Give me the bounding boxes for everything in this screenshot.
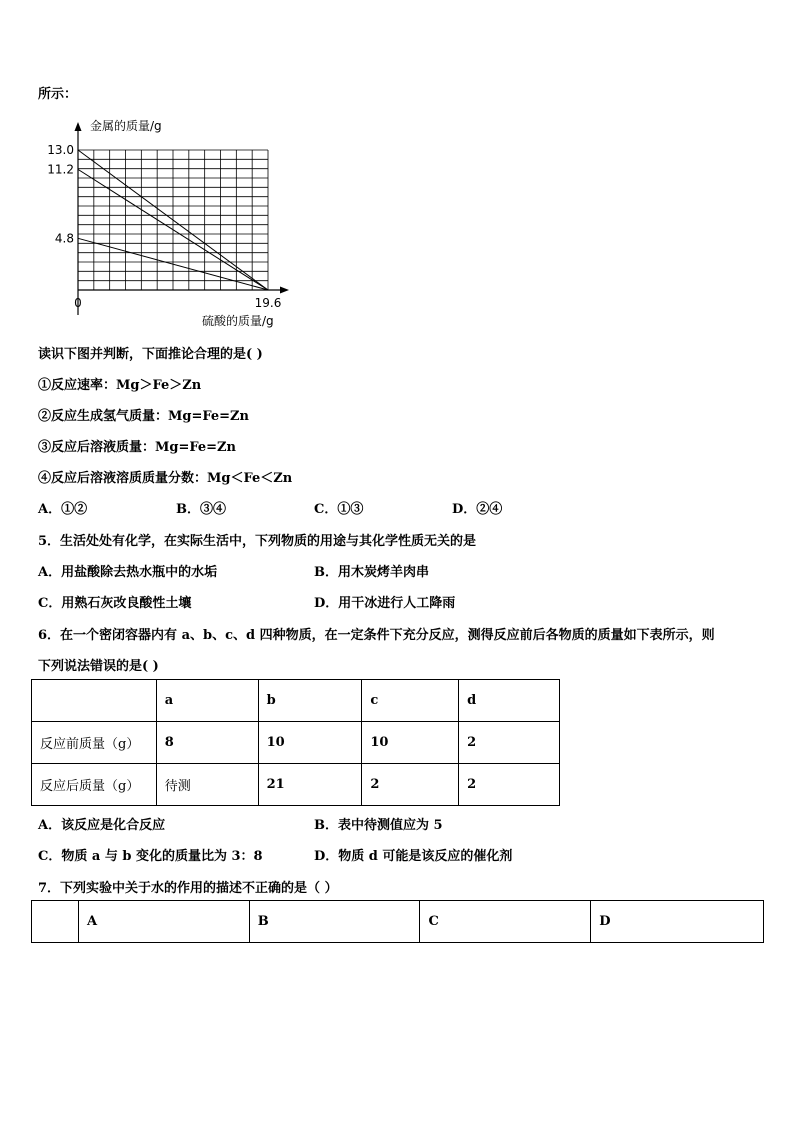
q6-stem-line2: 下列说法错误的是( ) (38, 659, 159, 674)
table-cell: 待测 (156, 764, 258, 806)
header-text: 所示： (38, 87, 78, 102)
q7-options-table (31, 900, 764, 943)
table-cell: 反应后质量（g） (32, 764, 157, 806)
y-axis-arrow (75, 122, 82, 131)
table-cell: 21 (258, 764, 362, 806)
table-cell: 2 (459, 764, 560, 806)
q5-option-c[interactable]: C．用熟石灰改良酸性土壤 (38, 596, 192, 611)
table-header-cell: b (258, 680, 362, 722)
table-row (32, 722, 560, 764)
table-cell: 10 (362, 722, 459, 764)
q4-statement-4: ④反应后溶液溶质质量分数：Mg＜Fe＜Zn (38, 471, 293, 486)
q6-mass-table (31, 679, 560, 806)
q4-option-b[interactable]: B．③④ (176, 502, 226, 517)
table-header-cell (32, 901, 79, 943)
y-tick-label: 4.8 (54, 231, 74, 246)
table-cell: 2 (459, 722, 560, 764)
x-axis-label: 硫酸的质量/g (202, 314, 274, 328)
y-tick-labels (47, 143, 74, 245)
q4-option-d[interactable]: D．②④ (452, 502, 503, 517)
table-header-cell[interactable]: C (420, 901, 591, 943)
table-header-cell[interactable]: B (249, 901, 420, 943)
y-tick-label: 13.0 (47, 143, 74, 157)
table-header-cell: d (459, 680, 560, 722)
metal-mass-chart (40, 116, 300, 336)
q6-option-a[interactable]: A．该反应是化合反应 (38, 818, 166, 833)
q4-statement-3: ③反应后溶液质量：Mg=Fe=Zn (38, 440, 236, 455)
q6-option-c[interactable]: C．物质 a 与 b 变化的质量比为 3：8 (38, 849, 263, 864)
q6-option-d[interactable]: D．物质 d 可能是该反应的催化剂 (314, 849, 513, 864)
q5-option-a[interactable]: A．用盐酸除去热水瓶中的水垢 (38, 565, 218, 580)
x-axis-arrow (280, 287, 289, 294)
x-tick-label: 19.6 (254, 296, 282, 310)
table-header-cell: c (362, 680, 459, 722)
table-cell: 2 (362, 764, 459, 806)
table-header-row (32, 901, 764, 943)
table-cell: 反应前质量（g） (32, 722, 157, 764)
table-cell: 10 (258, 722, 362, 764)
q5-option-d[interactable]: D．用干冰进行人工降雨 (314, 596, 456, 611)
table-header-cell[interactable]: A (78, 901, 249, 943)
q5-option-b[interactable]: B．用木炭烤羊肉串 (314, 565, 429, 580)
table-row (32, 764, 560, 806)
table-header-cell[interactable]: D (591, 901, 764, 943)
q6-option-b[interactable]: B．表中待测值应为 5 (314, 818, 443, 833)
y-axis-label: 金属的质量/g (90, 119, 162, 133)
y-tick-label: 11.2 (47, 162, 74, 177)
table-cell: 8 (156, 722, 258, 764)
table-header-cell (32, 680, 157, 722)
table-header-cell: a (156, 680, 258, 722)
q6-stem-line1: 6．在一个密闭容器内有 a、b、c、d 四种物质，在一定条件下充分反应，测得反应前后各物质的质量如下表所示，则 (38, 628, 715, 643)
table-header-row (32, 680, 560, 722)
x-tick-label: 0 (74, 296, 82, 310)
q4-option-a[interactable]: A．①② (38, 502, 88, 517)
q4-option-c[interactable]: C．①③ (314, 502, 364, 517)
q7-stem: 7．下列实验中关于水的作用的描述不正确的是（ ） (38, 881, 338, 896)
q4-statement-1: ①反应速率：Mg＞Fe＞Zn (38, 378, 202, 393)
q4-statement-2: ②反应生成氢气质量：Mg=Fe=Zn (38, 409, 249, 424)
x-tick-labels (74, 296, 281, 310)
q5-stem: 5．生活处处有化学，在实际生活中，下列物质的用途与其化学性质无关的是 (38, 534, 477, 549)
q4-stem: 读识下图并判断，下面推论合理的是( ) (38, 347, 263, 362)
